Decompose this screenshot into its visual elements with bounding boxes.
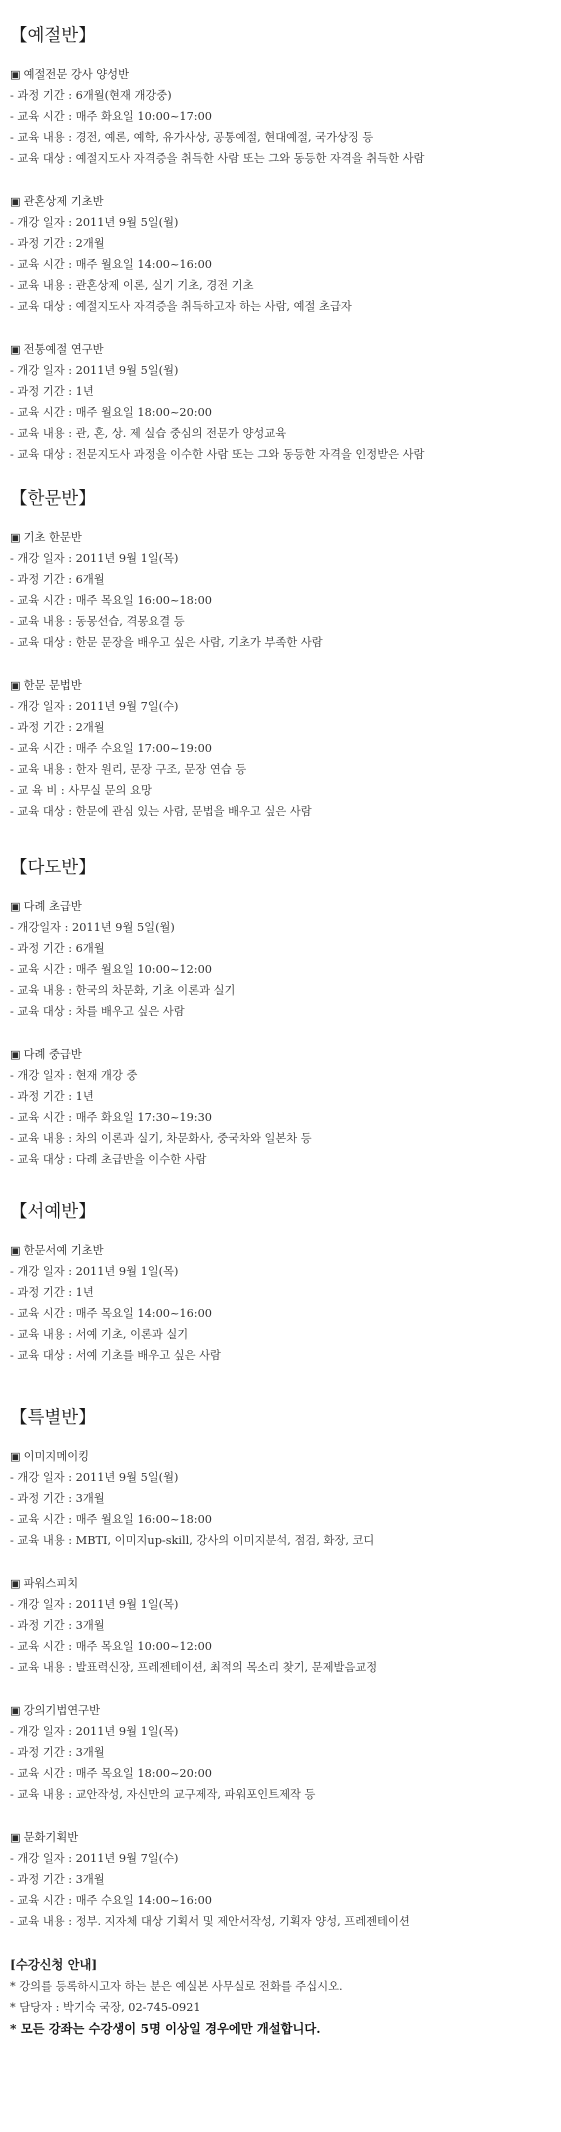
course-name: ▣ 파워스피치 [10, 1573, 561, 1594]
course-block [10, 1446, 561, 1551]
course-detail: - 교육 내용 : 관, 혼, 상. 제 실습 중심의 전문가 양성교육 [10, 427, 287, 440]
course-block [10, 1700, 561, 1805]
course-detail: - 교육 내용 : 서예 기초, 이론과 실기 [10, 1328, 189, 1341]
course-detail: - 교육 시간 : 매주 수요일 17:00~19:00 [10, 742, 212, 755]
square-bullet-icon: ▣ [10, 1577, 21, 1590]
course-detail: - 교육 내용 : 동몽선습, 격몽요결 등 [10, 615, 185, 628]
notice-minimum-enrollment: * 모든 강좌는 수강생이 5명 이상일 경우에만 개설합니다. [10, 2021, 321, 2036]
course-detail: - 과정 기간 : 6개월(현재 개강중) [10, 89, 172, 102]
course-name: ▣ 한문 문법반 [10, 675, 561, 696]
course-detail: - 교육 내용 : 관혼상제 이론, 실기 기초, 경전 기초 [10, 279, 254, 292]
course-block [10, 1240, 561, 1366]
course-detail: - 교육 시간 : 매주 월요일 16:00~18:00 [10, 1513, 212, 1526]
course-detail: - 개강 일자 : 현재 개강 중 [10, 1069, 138, 1082]
course-block [10, 1044, 561, 1170]
square-bullet-icon: ▣ [10, 195, 21, 208]
section-title: 【한문반】 [10, 489, 96, 509]
section-title: 【서예반】 [10, 1202, 96, 1222]
course-detail: - 과정 기간 : 1년 [10, 1286, 94, 1299]
notice-title: [수강신청 안내] [10, 1957, 98, 1972]
square-bullet-icon: ▣ [10, 679, 21, 692]
course-detail: - 교육 시간 : 매주 목요일 16:00~18:00 [10, 594, 212, 607]
course-detail: - 교육 대상 : 한문에 관심 있는 사람, 문법을 배우고 싶은 사람 [10, 805, 312, 818]
course-detail: - 교육 대상 : 서예 기초를 배우고 싶은 사람 [10, 1349, 221, 1362]
course-detail: - 교육 시간 : 매주 수요일 14:00~16:00 [10, 1894, 212, 1907]
course-detail: - 개강 일자 : 2011년 9월 1일(목) [10, 1265, 179, 1278]
course-detail: - 교육 대상 : 다례 초급반을 이수한 사람 [10, 1153, 207, 1166]
course-detail: - 교육 내용 : 한자 원리, 문장 구조, 문장 연습 등 [10, 763, 247, 776]
section-title: 【특별반】 [10, 1408, 96, 1428]
course-detail: - 교육 대상 : 예절지도사 자격증을 취득한 사람 또는 그와 동등한 자격을 취득한 사람 [10, 152, 425, 165]
course-detail: - 개강 일자 : 2011년 9월 7일(수) [10, 700, 179, 713]
course-detail: - 교육 시간 : 매주 월요일 14:00~16:00 [10, 258, 212, 271]
course-name: ▣ 기초 한문반 [10, 527, 561, 548]
course-detail: - 교육 시간 : 매주 화요일 17:30~19:30 [10, 1111, 212, 1124]
course-detail: - 교육 내용 : 한국의 차문화, 기초 이론과 실기 [10, 984, 236, 997]
course-name: ▣ 이미지메이킹 [10, 1446, 561, 1467]
course-block [10, 896, 561, 1022]
notice-contact: * 담당자 : 박기숙 국장, 02-745-0921 [10, 2001, 201, 2014]
course-detail: - 교육 시간 : 매주 목요일 10:00~12:00 [10, 1640, 212, 1653]
course-block [10, 1573, 561, 1678]
section-calligraphy [10, 1200, 561, 1366]
course-detail: - 교육 대상 : 전문지도사 과정을 이수한 사람 또는 그와 동등한 자격을 인정받은 사람 [10, 448, 425, 461]
course-detail: - 개강 일자 : 2011년 9월 1일(목) [10, 1725, 179, 1738]
course-block [10, 675, 561, 822]
course-detail: - 교육 대상 : 한문 문장을 배우고 싶은 사람, 기초가 부족한 사람 [10, 636, 323, 649]
course-detail: - 과정 기간 : 3개월 [10, 1873, 105, 1886]
course-detail: - 과정 기간 : 3개월 [10, 1619, 105, 1632]
course-detail: - 교육 내용 : 경전, 예론, 예학, 유가사상, 공통예절, 현대예절, 국가상징 등 [10, 131, 374, 144]
course-detail: - 과정 기간 : 1년 [10, 1090, 94, 1103]
course-name: ▣ 강의기법연구반 [10, 1700, 561, 1721]
course-block [10, 339, 561, 465]
course-block [10, 64, 561, 169]
square-bullet-icon: ▣ [10, 900, 21, 913]
square-bullet-icon: ▣ [10, 1831, 21, 1844]
course-detail: - 교육 시간 : 매주 목요일 14:00~16:00 [10, 1307, 212, 1320]
course-name: ▣ 한문서예 기초반 [10, 1240, 561, 1261]
course-detail: - 개강일자 : 2011년 9월 5일(월) [10, 921, 175, 934]
course-detail: - 개강 일자 : 2011년 9월 5일(월) [10, 216, 179, 229]
section-title: 【다도반】 [10, 858, 96, 878]
course-block [10, 1827, 561, 1932]
course-detail: - 교육 시간 : 매주 목요일 18:00~20:00 [10, 1767, 212, 1780]
section-special [10, 1406, 561, 1932]
course-name: ▣ 다례 중급반 [10, 1044, 561, 1065]
course-detail: - 교육 내용 : 발표력신장, 프레젠테이션, 최적의 목소리 찾기, 문제발음교정 [10, 1661, 378, 1674]
course-detail: - 교육 시간 : 매주 월요일 10:00~12:00 [10, 963, 212, 976]
square-bullet-icon: ▣ [10, 1048, 21, 1061]
square-bullet-icon: ▣ [10, 1450, 21, 1463]
course-detail: - 과정 기간 : 6개월 [10, 573, 105, 586]
square-bullet-icon: ▣ [10, 531, 21, 544]
course-detail: - 개강 일자 : 2011년 9월 1일(목) [10, 552, 179, 565]
course-detail: - 과정 기간 : 6개월 [10, 942, 105, 955]
course-detail: - 과정 기간 : 1년 [10, 385, 94, 398]
square-bullet-icon: ▣ [10, 68, 21, 81]
course-block [10, 191, 561, 317]
section-title: 【예절반】 [10, 26, 96, 46]
section-etiquette [10, 24, 561, 465]
course-detail: - 과정 기간 : 2개월 [10, 237, 105, 250]
course-detail: - 교육 내용 : MBTI, 이미지up-skill, 강사의 이미지분석, 점검, 화장, 코디 [10, 1534, 375, 1547]
course-detail: - 교육 대상 : 차를 배우고 싶은 사람 [10, 1005, 185, 1018]
course-detail: - 교육 내용 : 교안작성, 자신만의 교구제작, 파워포인트제작 등 [10, 1788, 316, 1801]
course-detail: - 교육 대상 : 예절지도사 자격증을 취득하고자 하는 사람, 예절 초급자 [10, 300, 352, 313]
course-name: ▣ 문화기획반 [10, 1827, 561, 1848]
section-tea-ceremony [10, 856, 561, 1170]
course-name: ▣ 전통예절 연구반 [10, 339, 561, 360]
course-detail: - 개강 일자 : 2011년 9월 5일(월) [10, 1471, 179, 1484]
section-classical-chinese [10, 487, 561, 822]
notice-line: * 강의를 등록하시고자 하는 분은 예실본 사무실로 전화를 주십시오. [10, 1980, 343, 1993]
course-detail: - 개강 일자 : 2011년 9월 5일(월) [10, 364, 179, 377]
square-bullet-icon: ▣ [10, 1244, 21, 1257]
course-detail: - 교육 내용 : 정부. 지자체 대상 기획서 및 제안서작성, 기획자 양성, 프레젠테이션 [10, 1915, 410, 1928]
course-name: ▣ 예절전문 강사 양성반 [10, 64, 561, 85]
course-name: ▣ 관혼상제 기초반 [10, 191, 561, 212]
course-block [10, 527, 561, 653]
course-detail: - 개강 일자 : 2011년 9월 1일(목) [10, 1598, 179, 1611]
square-bullet-icon: ▣ [10, 343, 21, 356]
course-detail: - 교 육 비 : 사무실 문의 요망 [10, 784, 152, 797]
course-detail: - 과정 기간 : 3개월 [10, 1746, 105, 1759]
course-detail: - 교육 시간 : 매주 월요일 18:00~20:00 [10, 406, 212, 419]
course-detail: - 교육 내용 : 차의 이론과 실기, 차문화사, 중국차와 일본차 등 [10, 1132, 312, 1145]
course-name: ▣ 다례 초급반 [10, 896, 561, 917]
square-bullet-icon: ▣ [10, 1704, 21, 1717]
course-detail: - 과정 기간 : 3개월 [10, 1492, 105, 1505]
registration-notice [10, 1954, 561, 2040]
course-detail: - 개강 일자 : 2011년 9월 7일(수) [10, 1852, 179, 1865]
course-detail: - 과정 기간 : 2개월 [10, 721, 105, 734]
course-detail: - 교육 시간 : 매주 화요일 10:00~17:00 [10, 110, 212, 123]
